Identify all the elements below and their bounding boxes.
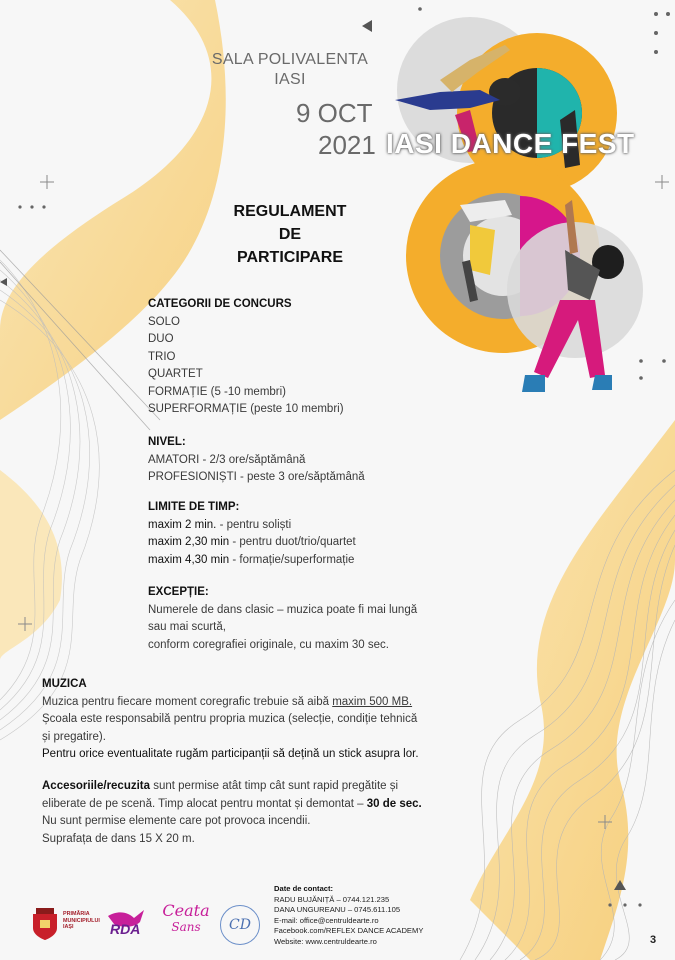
event-date-day: 9 OCT <box>296 98 373 128</box>
event-date-year: 2021 <box>318 130 376 160</box>
props-line: Nu sunt permise elemente care pot provoca incendii. <box>42 815 311 827</box>
contact-heading: Date de contact: <box>274 884 334 893</box>
props-section <box>42 778 482 848</box>
exception-line: conform coregrafiei originale, cu maxim 30 sec. <box>148 638 389 651</box>
primaria-logo <box>30 906 60 942</box>
logo-text: IAȘI <box>63 924 74 930</box>
list-item <box>148 517 356 535</box>
music-heading: MUZICA <box>42 678 87 690</box>
time-value: maxim 2 min. <box>148 518 217 531</box>
list-item: QUARTET <box>148 368 203 380</box>
exception-heading: EXCEPȚIE: <box>148 586 209 598</box>
music-line: Pentru orice eventualitate rugăm participanții să dețină un stick asupra lor. <box>42 748 419 760</box>
title-line: REGULAMENT <box>233 203 347 220</box>
ceata-logo <box>158 902 214 944</box>
logo-text: Sans <box>171 920 201 934</box>
list-item: SUPERFORMAȚIE (peste 10 membri) <box>148 403 344 415</box>
music-line: Școala este responsabilă pentru propria muzica (selecție, condiție tehnică <box>42 713 418 725</box>
music-line <box>42 694 482 712</box>
props-line <box>42 778 482 796</box>
time-value: maxim 2,30 min <box>148 536 230 548</box>
props-heading: Accesoriile/recuzita <box>42 780 151 792</box>
time-limits-heading: LIMITE DE TIMP: <box>148 501 240 513</box>
primaria-label <box>63 911 100 931</box>
logo-text: RDA <box>110 921 141 937</box>
list-item: PROFESIONIȘTI - peste 3 ore/săptămână <box>148 471 365 483</box>
music-line: și pregatire). <box>42 730 106 743</box>
exception-section <box>148 584 417 654</box>
venue-city: IASI <box>274 71 306 88</box>
music-section <box>42 676 482 764</box>
time-limits-section <box>148 499 356 569</box>
coat-of-arms-icon <box>30 906 60 942</box>
contact-line: RADU BUJĂNIȚĂ – 0744.121.235 <box>274 894 390 904</box>
venue-block <box>200 50 380 90</box>
exception-line: sau mai scurtă, <box>148 621 226 633</box>
props-line: Suprafața de dans 15 X 20 m. <box>42 832 195 845</box>
event-name: IASI DANCE FEST <box>386 128 635 159</box>
contact-email[interactable]: E-mail: office@centruldearte.ro <box>274 915 379 925</box>
list-item: FORMAȚIE (5 -10 membri) <box>148 385 287 398</box>
list-item <box>148 534 356 552</box>
level-heading: NIVEL: <box>148 436 186 448</box>
cda-logo <box>220 905 260 945</box>
contact-website[interactable]: Website: www.centruldearte.ro <box>274 936 377 946</box>
logo-text: CD <box>229 917 251 933</box>
list-item <box>148 552 356 570</box>
level-section <box>148 434 365 487</box>
time-desc: - pentru duot/trio/quartet <box>229 536 356 548</box>
props-text: sunt permise atât timp cât sunt rapid pregătite și <box>150 780 399 792</box>
list-item: TRIO <box>148 350 176 363</box>
exception-line: Numerele de dans clasic – muzica poate fi mai lungă <box>148 603 418 616</box>
page-number: 3 <box>650 934 657 946</box>
title-line: PARTICIPARE <box>236 249 344 266</box>
title-line: DE <box>278 226 302 243</box>
page-title <box>200 200 380 269</box>
contact-line: DANA UNGUREANU – 0745.611.105 <box>274 905 401 914</box>
props-time: 30 de sec. <box>366 797 422 810</box>
event-graphic <box>397 17 643 395</box>
props-line <box>42 796 482 814</box>
contact-facebook[interactable]: Facebook.com/REFLEX DANCE ACADEMY <box>274 926 424 935</box>
venue-name: SALA POLIVALENTA <box>211 51 369 68</box>
categories-heading: CATEGORII DE CONCURS <box>148 298 292 310</box>
time-desc: - pentru soliști <box>216 518 292 531</box>
props-text: eliberate de pe scenă. Timp alocat pentru montat și demontat – <box>42 797 367 810</box>
logo-text: Ceata <box>162 901 210 920</box>
contact-block <box>274 884 423 947</box>
time-value: maxim 4,30 min <box>148 553 230 566</box>
music-text: Muzica pentru fiecare moment coregrafic trebuie să aibă <box>42 695 333 708</box>
rda-logo <box>104 906 152 942</box>
time-desc: - formație/superformație <box>229 553 355 566</box>
list-item: AMATORI - 2/3 ore/săptămână <box>148 453 306 466</box>
categories-section <box>148 296 344 419</box>
logo-text: MUNICIPIULUI <box>63 917 100 924</box>
list-item: DUO <box>148 333 174 345</box>
logo-text: PRIMĂRIA <box>63 911 90 917</box>
list-item: SOLO <box>148 315 180 328</box>
music-size-limit: maxim 500 MB. <box>332 695 413 708</box>
